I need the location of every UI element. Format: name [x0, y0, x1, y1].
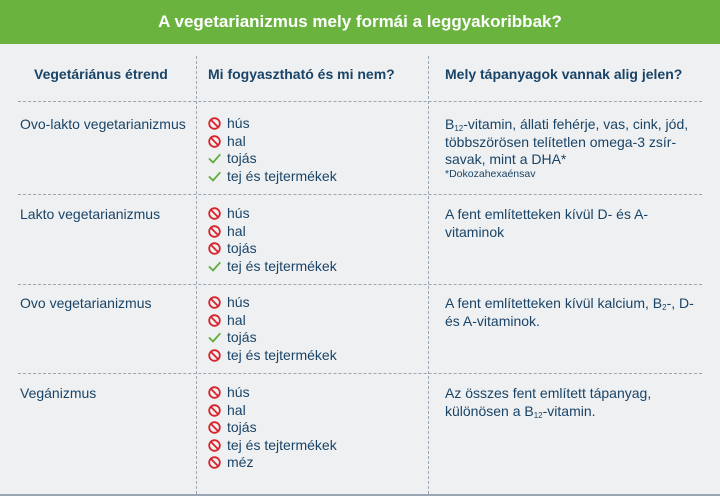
item-label: hal — [227, 132, 246, 149]
list-item — [208, 437, 337, 455]
no-icon — [208, 439, 221, 452]
item-label: hús — [227, 205, 250, 221]
consumable-list — [208, 115, 337, 185]
no-icon — [208, 207, 221, 220]
row-divider — [18, 101, 702, 102]
item-label: hús — [227, 294, 250, 310]
list-item — [208, 150, 337, 168]
column-divider — [196, 56, 197, 494]
item-label: tojás — [227, 329, 257, 345]
check-icon — [208, 331, 221, 344]
no-icon — [208, 456, 221, 469]
no-icon — [208, 404, 221, 417]
list-item — [208, 419, 337, 437]
item-label: tojás — [227, 240, 257, 256]
item-label: tojás — [227, 419, 257, 435]
diet-name: Vegánizmus — [20, 385, 97, 401]
column-divider — [428, 56, 429, 494]
header-diet: Vegetáriánus étrend — [34, 66, 168, 82]
row-divider — [18, 284, 702, 285]
item-label: hal — [227, 222, 246, 239]
no-icon — [208, 135, 221, 148]
no-icon — [208, 225, 221, 238]
footnote: *Dokozahexaénsav — [445, 168, 536, 180]
row-divider — [18, 194, 702, 195]
no-icon — [208, 349, 221, 362]
page-title: A vegetarianizmus mely formái a leggyakoribbak? — [0, 0, 720, 44]
nutrients-text: A fent említetteken kívül D- és A-vitaminok — [445, 206, 649, 240]
consumable-list — [208, 294, 337, 364]
list-item — [208, 115, 337, 133]
item-label: tej és tejtermékek — [227, 257, 337, 274]
item-label: hús — [227, 115, 250, 131]
check-icon — [208, 260, 221, 273]
list-item — [208, 133, 337, 151]
header-consumable: Mi fogyasztható és mi nem? — [208, 66, 395, 82]
no-icon — [208, 242, 221, 255]
item-label: hús — [227, 384, 250, 400]
item-label: tej és tejtermékek — [227, 436, 337, 453]
diet-name: Lakto vegetarianizmus — [20, 206, 161, 222]
check-icon — [208, 170, 221, 183]
list-item — [208, 312, 337, 330]
no-icon — [208, 117, 221, 130]
item-label: tej és tejtermékek — [227, 167, 337, 184]
list-item — [208, 402, 337, 420]
header-nutrients: Mely tápanyagok vannak alig jelen? — [445, 66, 683, 82]
no-icon — [208, 386, 221, 399]
item-label: méz — [227, 454, 254, 470]
no-icon — [208, 314, 221, 327]
list-item — [208, 329, 337, 347]
nutrients-text: Az összes fent említett tápanyag, különösen a $B_{12}$-vitamin. — [445, 385, 652, 420]
list-item — [208, 223, 337, 241]
item-label: hal — [227, 401, 246, 418]
consumable-list — [208, 384, 337, 472]
list-item — [208, 454, 337, 472]
list-item — [208, 347, 337, 365]
item-label: tej és tejtermékek — [227, 346, 337, 363]
diet-name: Ovo-lakto vegetarianizmus — [20, 116, 186, 132]
item-label: tojás — [227, 150, 257, 166]
nutrients-text: A fent említetteken kívül kalcium, $B_2-$, D-és A-vitaminok. — [445, 295, 694, 329]
consumable-list — [208, 205, 337, 275]
diet-name: Ovo vegetarianizmus — [20, 295, 152, 311]
check-icon — [208, 152, 221, 165]
list-item — [208, 258, 337, 276]
list-item — [208, 384, 337, 402]
row-divider — [18, 373, 702, 374]
item-label: hal — [227, 311, 246, 328]
nutrients-text: $B_{12}$-vitamin, állati fehérje, vas, cink, jód, többszörösen telítetlen omega-3 zsír-savak, mint a DHA* — [445, 116, 689, 167]
no-icon — [208, 421, 221, 434]
list-item — [208, 168, 337, 186]
list-item — [208, 240, 337, 258]
list-item — [208, 205, 337, 223]
no-icon — [208, 296, 221, 309]
list-item — [208, 294, 337, 312]
